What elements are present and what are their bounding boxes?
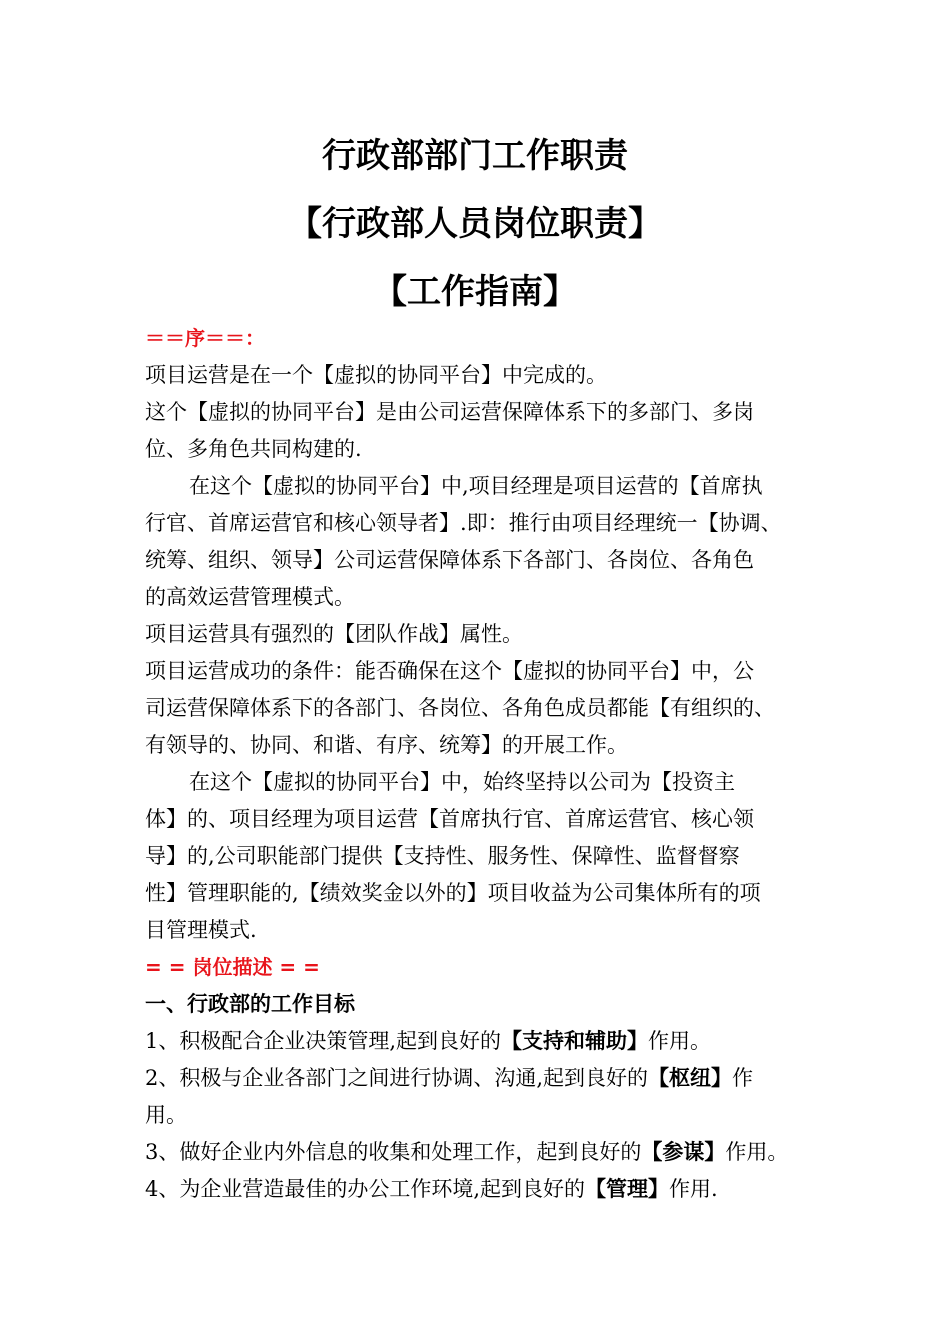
paragraph-line: 的高效运营管理模式。 (145, 585, 355, 609)
main-title: 行政部部门工作职责 (322, 136, 628, 176)
paragraph-line: 项目运营成功的条件：能否确保在这个【虚拟的协同平台】中，公 (145, 659, 754, 683)
paragraph-line: 体】的、项目经理为项目运营【首席执行官、首席运营官、核心领 (145, 807, 754, 831)
job-description-heading: = = 岗位描述 = = (145, 955, 320, 979)
paragraph-line: 统筹、组织、领导】公司运营保障体系下各部门、各岗位、各角色 (145, 548, 754, 572)
goal-text: 2、积极与企业各部门之间进行协调、沟通,起到良好的 (145, 1066, 649, 1090)
goal-item (145, 1060, 835, 1097)
paragraph-line: 这个【虚拟的协同平台】是由公司运营保障体系下的多部门、多岗 (145, 400, 754, 424)
paragraph-line: 项目运营具有强烈的【团队作战】属性。 (145, 622, 523, 646)
goal-text: 1、积极配合企业决策管理,起到良好的 (145, 1029, 502, 1053)
goal-item (145, 1023, 835, 1060)
goal-item (145, 1097, 835, 1134)
goal-text: 用。 (145, 1103, 187, 1127)
goal-text: 作 (732, 1066, 754, 1090)
goal-text: 作用。 (648, 1029, 712, 1053)
paragraph-line: 目管理模式. (145, 918, 257, 942)
goal-item (145, 1134, 835, 1171)
goal-emphasis: 【枢纽】 (648, 1066, 733, 1090)
document-body (145, 320, 835, 1208)
subtitle-guide: 【工作指南】 (373, 272, 577, 312)
paragraph-line: 有领导的、协同、和谐、有序、统筹】的开展工作。 (145, 733, 628, 757)
paragraph-line: 行官、首席运营官和核心领导者】.即：推行由项目经理统一【协调、 (145, 511, 782, 535)
preface-heading: ＝＝序＝＝： (145, 326, 265, 350)
goal-text: 作用. (669, 1177, 718, 1201)
goal-text: 4、为企业营造最佳的办公工作环境,起到良好的 (145, 1177, 586, 1201)
paragraph-line: 导】的,公司职能部门提供【支持性、服务性、保障性、监督督察 (145, 844, 740, 868)
subtitle-positions: 【行政部人员岗位职责】 (288, 204, 662, 244)
section-heading: 一、行政部的工作目标 (145, 992, 355, 1016)
goal-item (145, 1171, 835, 1208)
goal-emphasis: 【管理】 (585, 1177, 670, 1201)
paragraph-line: 性】管理职能的,【绩效奖金以外的】项目收益为公司集体所有的项 (145, 881, 761, 905)
goal-emphasis: 【参谋】 (641, 1140, 726, 1164)
paragraph-line: 司运营保障体系下的各部门、各岗位、各角色成员都能【有组织的、 (145, 696, 775, 720)
paragraph-line: 项目运营是在一个【虚拟的协同平台】中完成的。 (145, 363, 607, 387)
title-block (0, 122, 950, 326)
paragraph-line: 位、多角色共同构建的. (145, 437, 362, 461)
goal-text: 作用。 (725, 1140, 789, 1164)
paragraph-line: 在这个【虚拟的协同平台】中,项目经理是项目运营的【首席执 (189, 474, 763, 498)
goal-text: 3、做好企业内外信息的收集和处理工作，起到良好的 (145, 1140, 642, 1164)
goal-emphasis: 【支持和辅助】 (501, 1029, 649, 1053)
paragraph-line: 在这个【虚拟的协同平台】中，始终坚持以公司为【投资主 (189, 770, 735, 794)
